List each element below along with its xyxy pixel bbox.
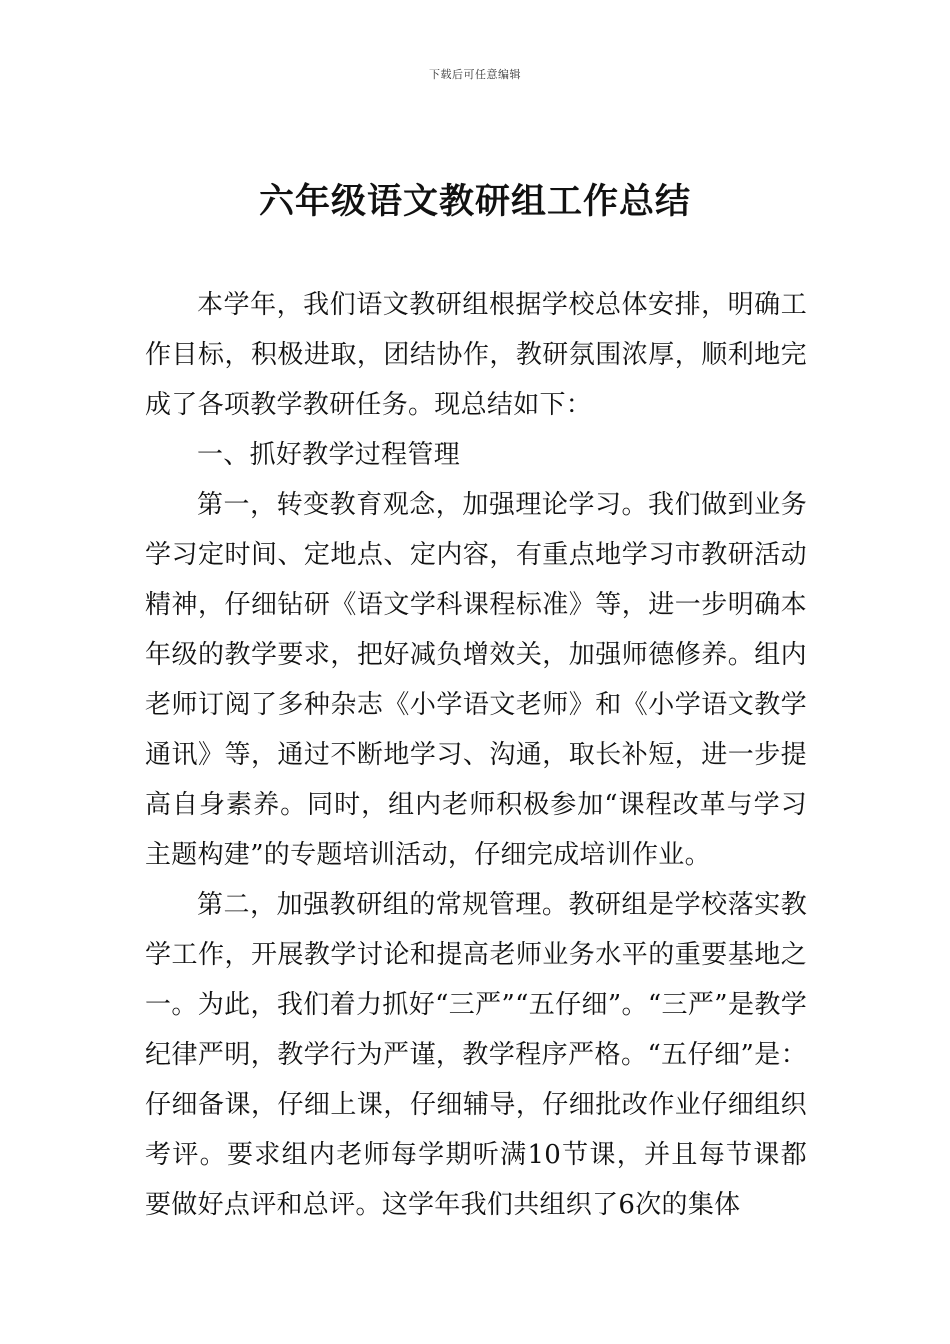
paragraph-first: 第一，转变教育观念，加强理论学习。我们做到业务学习定时间、定地点、定内容，有重点地学习市教研活动精神，仔细钻研《语文学科课程标准》等，进一步明确本年级的教学要求，把好减负增效关，加强师德修养。组内老师订阅了多种杂志《小学语文老师》和《小学语文教学通讯》等，通过不断地学习、沟通，取长补短，进一步提高自身素养。同时，组内老师积极参加“课程改革与学习主题构建”的专题培训活动，仔细完成培训作业。 <box>145 490 807 870</box>
document-title: 六年级语文教研组工作总结 <box>258 182 691 222</box>
section-heading: 一、抓好教学过程管理 <box>197 440 461 470</box>
paragraph-intro: 本学年，我们语文教研组根据学校总体安排，明确工作目标，积极进取，团结协作，教研氛围浓厚，顺利地完成了各项教学教研任务。现总结如下： <box>145 290 807 420</box>
document-body <box>145 280 807 1230</box>
paragraph-second: 第二，加强教研组的常规管理。教研组是学校落实教学工作，开展教学讨论和提高老师业务水平的重要基地之一。为此，我们着力抓好“三严”“五仔细”。“三严”是教学纪律严明，教学行为严谨，教学程序严格。“五仔细”是：仔细备课，仔细上课，仔细辅导，仔细批改作业仔细组织考评。要求组内老师每学期听满10节课，并且每节课都要做好点评和总评。这学年我们共组织了6次的集体 <box>145 890 807 1220</box>
header-note: 下载后可任意编辑 <box>429 68 521 81</box>
